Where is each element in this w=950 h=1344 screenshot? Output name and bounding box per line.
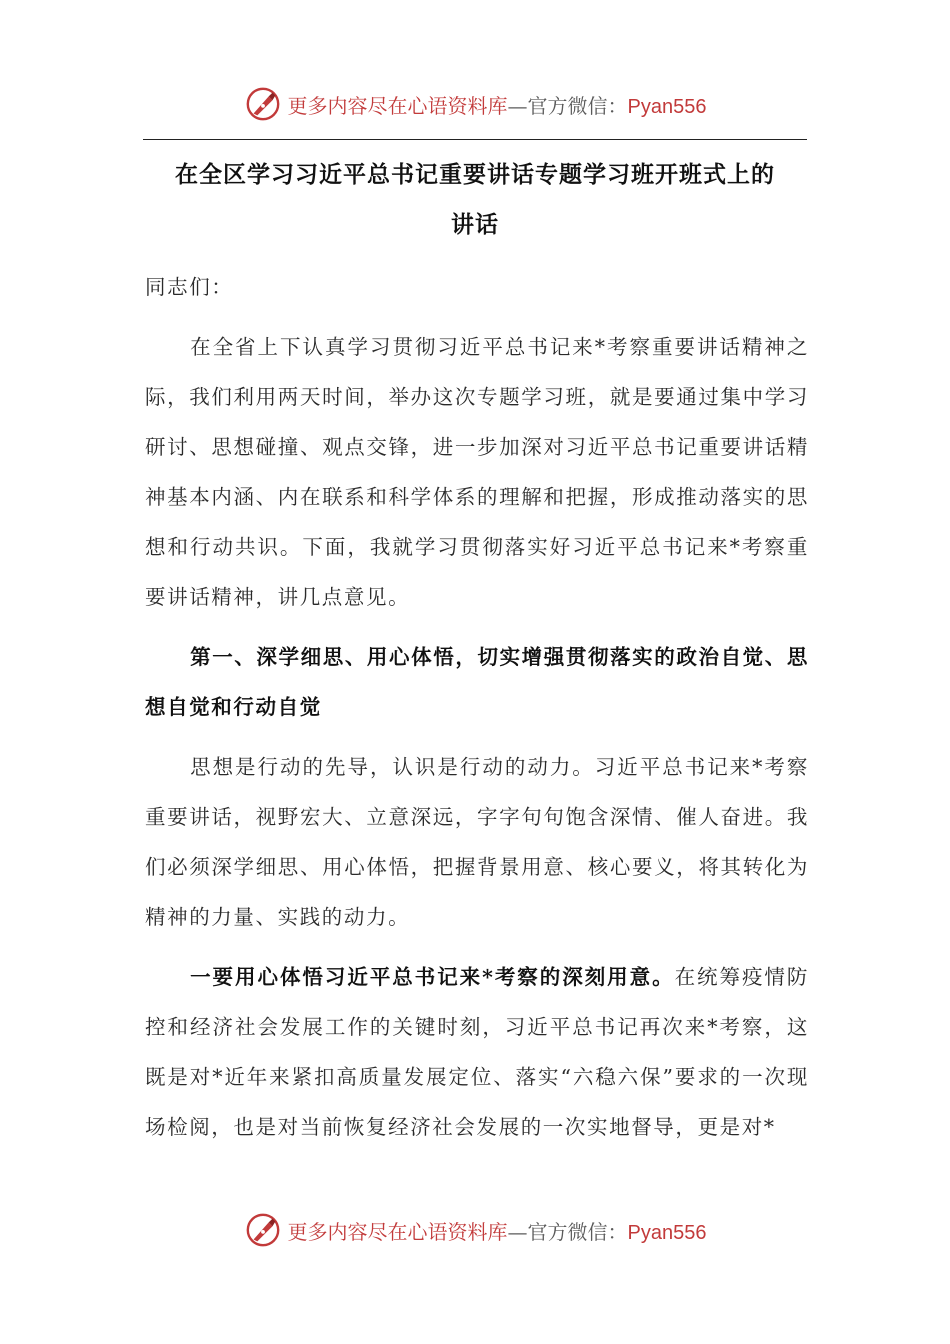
banner-dash: — [507,93,528,118]
title-line-2: 讲话 [451,211,499,238]
banner-wechat-id: Pyan556 [627,1221,707,1244]
title-line-1: 在全区学习习近平总书记重要讲话专题学习班开班式上的 [175,161,775,188]
pen-nib-logo-icon [244,85,282,123]
banner-wechat-id: Pyan556 [627,95,707,118]
document-title [143,150,807,250]
paragraph-3 [145,952,809,1152]
section-heading-1: 第一、深学细思、用心体悟，切实增强贯彻落实的政治自觉、思想自觉和行动自觉 [145,645,809,719]
banner-main-text: 更多内容尽在心语资料库 [287,93,508,118]
document-body [145,262,809,1162]
paragraph-2: 思想是行动的先导，认识是行动的动力。习近平总书记来*考察重要讲话，视野宏大、立意深远，字字句句饱含深情、催人奋进。我们必须深学细思、用心体悟，把握背景用意、核心要义，将其转化为精神的力量、实践的动力。 [145,755,809,929]
header-banner-text [288,90,707,119]
banner-official-label: 官方微信： [527,93,628,118]
header-banner [0,82,950,126]
footer-banner-text [288,1216,707,1245]
banner-official-label: 官方微信： [527,1219,628,1244]
pen-nib-logo-icon [244,1211,282,1249]
header-divider [143,139,807,140]
paragraph-intro: 在全省上下认真学习贯彻习近平总书记来*考察重要讲话精神之际，我们利用两天时间，举办这次专题学习班，就是要通过集中学习研讨、思想碰撞、观点交锋，进一步加深对习近平总书记重要讲话精神基本内涵、内在联系和科学体系的理解和把握，形成推动落实的思想和行动共识。下面，我就学习贯彻落实好习近平总书记来*考察重要讲话精神，讲几点意见。 [145,335,809,609]
paragraph-3-text: 在统筹疫情防控和经济社会发展工作的关键时刻，习近平总书记再次来*考察，这既是对*近年来紧扣高质量发展定位、落实“六稳六保”要求的一次现场检阅，也是对当前恢复经济社会发展的一次实地督导，更是对* [145,965,809,1139]
salutation: 同志们： [145,275,234,299]
paragraph-3-bold-lead: 一要用心体悟习近平总书记来*考察的深刻用意。 [190,965,675,989]
banner-dash: — [507,1219,528,1244]
banner-main-text: 更多内容尽在心语资料库 [287,1219,508,1244]
footer-banner [0,1208,950,1252]
